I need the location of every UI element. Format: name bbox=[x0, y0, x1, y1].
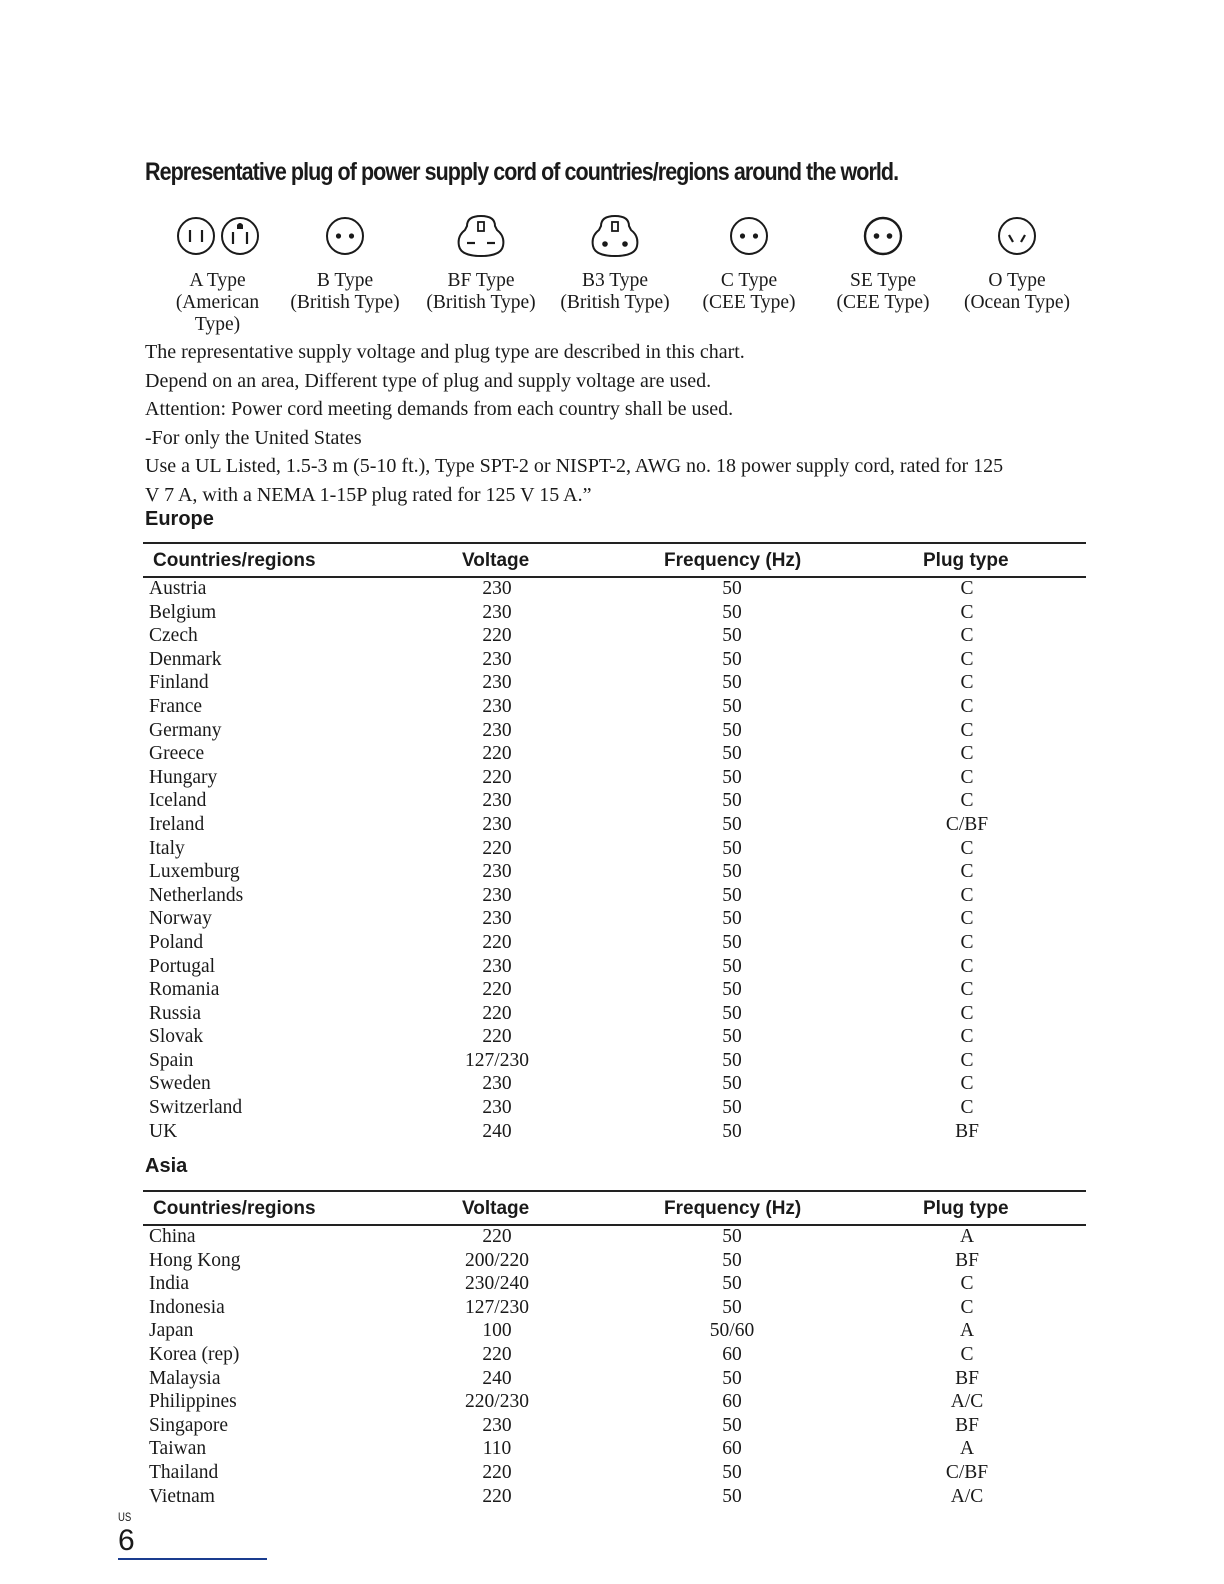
plug-type-cell-text: C bbox=[960, 931, 974, 953]
europe-table bbox=[143, 542, 1086, 1144]
table-header bbox=[143, 542, 1086, 578]
frequency-cell-text: 50 bbox=[722, 1367, 742, 1389]
voltage-cell-text: 127/230 bbox=[465, 1296, 529, 1318]
b-type-plug-icon bbox=[324, 215, 366, 257]
frequency-cell-text: 50 bbox=[722, 931, 742, 953]
country-cell-text: Denmark bbox=[149, 648, 222, 670]
plug-type-bf-caption: BF Type (British Type) bbox=[426, 270, 536, 313]
plug-type-cell-text: C bbox=[960, 625, 974, 647]
voltage-cell-text: 200/220 bbox=[465, 1249, 529, 1271]
voltage-cell-text: 220 bbox=[482, 1226, 512, 1247]
country-cell-text: Taiwan bbox=[149, 1438, 207, 1460]
table-row bbox=[143, 1250, 1086, 1274]
plug-type-b3-caption: B3 Type (British Type) bbox=[560, 270, 670, 313]
table-row bbox=[143, 1121, 1086, 1145]
column-header-plug-type: Plug type bbox=[923, 550, 1009, 571]
plug-type-cell-text: C bbox=[960, 790, 974, 812]
a-type-plug-icons bbox=[150, 210, 285, 262]
voltage-cell-text: 230 bbox=[482, 578, 512, 599]
frequency-cell-text: 50 bbox=[722, 1249, 742, 1271]
country-cell-text: Malaysia bbox=[149, 1367, 221, 1389]
table-row bbox=[143, 1226, 1086, 1250]
plug-type-cell-text: C bbox=[960, 1002, 974, 1024]
plug-type-cell-text: C bbox=[960, 1273, 974, 1295]
frequency-cell-text: 50 bbox=[722, 719, 742, 741]
voltage-cell-text: 240 bbox=[482, 1120, 512, 1142]
plug-type-cell-text: C bbox=[960, 1296, 974, 1318]
column-header-voltage: Voltage bbox=[462, 550, 530, 571]
plug-type-cell-text: A bbox=[959, 1226, 975, 1247]
plug-type-cell-text: C bbox=[960, 766, 974, 788]
plug-type-cell-text: BF bbox=[955, 1249, 979, 1271]
frequency-cell-text: 60 bbox=[722, 1391, 742, 1413]
country-cell-text: Luxemburg bbox=[149, 861, 240, 883]
page-number: 6 bbox=[118, 1524, 135, 1557]
frequency-cell-text: 50 bbox=[722, 1273, 742, 1295]
voltage-cell-text: 110 bbox=[482, 1438, 512, 1460]
country-cell-text: Norway bbox=[149, 908, 212, 930]
voltage-cell-text: 220 bbox=[482, 766, 512, 788]
europe-section-title: Europe bbox=[145, 508, 214, 530]
plug-type-o bbox=[955, 210, 1079, 314]
plug-type-cell-text: C bbox=[960, 955, 974, 977]
column-header-voltage: Voltage bbox=[462, 1198, 530, 1219]
table-row bbox=[143, 1297, 1086, 1321]
page-footer-rule bbox=[118, 1558, 267, 1560]
country-cell-text: Italy bbox=[149, 837, 185, 859]
voltage-cell-text: 230 bbox=[482, 884, 512, 906]
plug-type-cell-text: BF bbox=[955, 1414, 979, 1436]
column-header-frequency: Frequency (Hz) bbox=[664, 550, 802, 571]
frequency-cell-text: 50 bbox=[722, 695, 742, 717]
plug-type-cell-text: C bbox=[960, 1049, 974, 1071]
table-header bbox=[143, 1190, 1086, 1226]
country-cell-text: Spain bbox=[149, 1049, 194, 1071]
voltage-cell-text: 230/240 bbox=[465, 1273, 529, 1295]
table-row bbox=[143, 814, 1086, 838]
country-cell-text: Russia bbox=[149, 1002, 202, 1024]
country-cell-text: Indonesia bbox=[149, 1296, 225, 1318]
country-cell-text: Romania bbox=[149, 979, 220, 1001]
country-cell-text: China bbox=[149, 1226, 196, 1247]
frequency-cell-text: 50 bbox=[722, 884, 742, 906]
voltage-cell-text: 220 bbox=[482, 931, 512, 953]
voltage-cell-text: 230 bbox=[482, 790, 512, 812]
table-row bbox=[143, 1391, 1086, 1415]
plug-type-cell-text: BF bbox=[955, 1120, 979, 1142]
frequency-cell-text: 50 bbox=[722, 908, 742, 930]
frequency-cell-text: 50 bbox=[722, 1026, 742, 1048]
table-row bbox=[143, 672, 1086, 696]
table-row bbox=[143, 1073, 1086, 1097]
frequency-cell-text: 50 bbox=[722, 1073, 742, 1095]
plug-type-cell-text: C bbox=[960, 1026, 974, 1048]
voltage-cell-text: 230 bbox=[482, 1414, 512, 1436]
region-code: US bbox=[118, 1510, 132, 1524]
table-row bbox=[143, 1344, 1086, 1368]
voltage-cell-text: 230 bbox=[482, 648, 512, 670]
frequency-cell-text: 50 bbox=[722, 578, 742, 599]
table-row bbox=[143, 1438, 1086, 1462]
frequency-cell-text: 50 bbox=[722, 790, 742, 812]
asia-section-title: Asia bbox=[145, 1155, 188, 1177]
country-cell-text: Japan bbox=[149, 1320, 194, 1342]
plug-type-c bbox=[687, 210, 811, 314]
country-cell-text: Singapore bbox=[149, 1414, 229, 1436]
country-cell-text: Ireland bbox=[149, 813, 205, 835]
frequency-cell-text: 50 bbox=[722, 1414, 742, 1436]
plug-type-cell-text: C bbox=[960, 648, 974, 670]
frequency-cell-text: 50 bbox=[722, 861, 742, 883]
table-row bbox=[143, 1026, 1086, 1050]
table-row bbox=[143, 1368, 1086, 1392]
c-type-plug-icon bbox=[728, 215, 770, 257]
plug-type-legend bbox=[140, 210, 1090, 340]
frequency-cell-text: 50 bbox=[722, 1120, 742, 1142]
country-cell-text: India bbox=[149, 1273, 190, 1295]
note-line: Use a UL Listed, 1.5-3 m (5-10 ft.), Type SPT-2 or NISPT-2, AWG no. 18 power supply cord, rated for 125 bbox=[145, 455, 1004, 478]
table-row bbox=[143, 861, 1086, 885]
plug-type-o-caption: O Type (Ocean Type) bbox=[963, 270, 1070, 313]
voltage-cell-text: 230 bbox=[482, 1073, 512, 1095]
bf-type-plug-icon bbox=[453, 212, 509, 260]
plug-type-b3 bbox=[553, 210, 677, 314]
table-row bbox=[143, 979, 1086, 1003]
table-row bbox=[143, 602, 1086, 626]
table-row bbox=[143, 1273, 1086, 1297]
country-cell-text: Thailand bbox=[149, 1461, 219, 1483]
plug-type-cell-text: C bbox=[960, 979, 974, 1001]
plug-type-cell-text: C bbox=[960, 695, 974, 717]
voltage-cell-text: 220 bbox=[482, 1461, 512, 1483]
plug-type-c-caption: C Type (CEE Type) bbox=[702, 270, 796, 313]
voltage-cell-text: 230 bbox=[482, 695, 512, 717]
voltage-cell-text: 230 bbox=[482, 672, 512, 694]
note-line: The representative supply voltage and plug type are described in this chart. bbox=[145, 341, 745, 363]
country-cell-text: Portugal bbox=[149, 955, 216, 977]
frequency-cell-text: 50 bbox=[722, 837, 742, 859]
plug-type-cell-text: C/BF bbox=[945, 813, 989, 835]
plug-type-se-caption: SE Type (CEE Type) bbox=[836, 270, 930, 313]
plug-type-b-caption: B Type (British Type) bbox=[290, 270, 400, 313]
plug-type-a-caption: A Type (American Type) bbox=[175, 270, 260, 335]
frequency-cell-text: 50 bbox=[722, 1049, 742, 1071]
voltage-cell-text: 230 bbox=[482, 601, 512, 623]
country-cell-text: Korea (rep) bbox=[149, 1343, 240, 1365]
column-header-plug-type: Plug type bbox=[923, 1198, 1009, 1219]
country-cell-text: Poland bbox=[149, 931, 204, 953]
table-row bbox=[143, 649, 1086, 673]
frequency-cell-text: 50 bbox=[722, 813, 742, 835]
plug-type-cell-text: C bbox=[960, 1073, 974, 1095]
country-cell-text: Hong Kong bbox=[149, 1249, 241, 1271]
table-row bbox=[143, 1415, 1086, 1439]
plug-type-cell-text: A bbox=[959, 1438, 975, 1460]
note-line: Attention: Power cord meeting demands from each country shall be used. bbox=[145, 398, 734, 421]
voltage-cell-text: 230 bbox=[482, 861, 512, 883]
frequency-cell-text: 60 bbox=[722, 1438, 742, 1460]
plug-type-cell-text: A bbox=[959, 1320, 975, 1342]
a-type-grounded-plug-icon bbox=[219, 215, 261, 257]
table-row bbox=[143, 625, 1086, 649]
table-row bbox=[143, 1462, 1086, 1486]
frequency-cell-text: 50 bbox=[722, 1461, 742, 1483]
frequency-cell-text: 50 bbox=[722, 1296, 742, 1318]
country-cell-text: Greece bbox=[149, 743, 205, 765]
voltage-cell-text: 240 bbox=[482, 1367, 512, 1389]
plug-type-cell-text: C bbox=[960, 743, 974, 765]
b3-type-plug-icon bbox=[587, 212, 643, 260]
table-row bbox=[143, 1097, 1086, 1121]
country-cell-text: Sweden bbox=[149, 1073, 211, 1095]
country-cell-text: Germany bbox=[149, 719, 222, 741]
country-cell-text: Switzerland bbox=[149, 1097, 243, 1119]
country-cell-text: Czech bbox=[149, 625, 198, 647]
plug-type-b bbox=[285, 210, 405, 314]
country-cell-text: UK bbox=[149, 1120, 178, 1142]
frequency-cell-text: 50 bbox=[722, 601, 742, 623]
table-row bbox=[143, 885, 1086, 909]
plug-type-cell-text: C bbox=[960, 837, 974, 859]
plug-type-a bbox=[150, 210, 285, 336]
table-row bbox=[143, 578, 1086, 602]
country-cell-text: Hungary bbox=[149, 766, 218, 788]
frequency-cell-text: 50 bbox=[722, 743, 742, 765]
voltage-cell-text: 220 bbox=[482, 1485, 512, 1507]
o-type-plug-icon bbox=[996, 215, 1038, 257]
table-row bbox=[143, 838, 1086, 862]
voltage-cell-text: 220 bbox=[482, 743, 512, 765]
se-type-plug-icon bbox=[862, 215, 904, 257]
frequency-cell-text: 50 bbox=[722, 955, 742, 977]
country-cell-text: Iceland bbox=[149, 790, 207, 812]
plug-type-cell-text: C bbox=[960, 601, 974, 623]
frequency-cell-text: 50 bbox=[722, 625, 742, 647]
voltage-cell-text: 220 bbox=[482, 625, 512, 647]
frequency-cell-text: 50 bbox=[722, 766, 742, 788]
plug-type-cell-text: A/C bbox=[950, 1391, 984, 1413]
table-row bbox=[143, 1050, 1086, 1074]
table-row bbox=[143, 743, 1086, 767]
voltage-cell-text: 220 bbox=[482, 1343, 512, 1365]
table-row bbox=[143, 767, 1086, 791]
plug-type-cell-text: C bbox=[960, 1343, 974, 1365]
frequency-cell-text: 50 bbox=[722, 1485, 742, 1507]
plug-type-cell-text: C bbox=[960, 861, 974, 883]
plug-type-cell-text: C/BF bbox=[945, 1461, 989, 1483]
country-cell-text: Belgium bbox=[149, 601, 217, 623]
a-type-flat-plug-icon bbox=[175, 215, 217, 257]
plug-type-cell-text: A/C bbox=[950, 1485, 984, 1507]
voltage-cell-text: 230 bbox=[482, 1097, 512, 1119]
notes bbox=[145, 338, 1095, 510]
voltage-cell-text: 230 bbox=[482, 719, 512, 741]
voltage-cell-text: 230 bbox=[482, 955, 512, 977]
plug-type-cell-text: C bbox=[960, 884, 974, 906]
voltage-cell-text: 100 bbox=[482, 1320, 512, 1342]
voltage-cell-text: 230 bbox=[482, 908, 512, 930]
frequency-cell-text: 50 bbox=[722, 1002, 742, 1024]
note-line: -For only the United States bbox=[145, 426, 362, 449]
frequency-cell-text: 50 bbox=[722, 1226, 742, 1247]
plug-type-cell-text: C bbox=[960, 578, 974, 599]
country-cell-text: Vietnam bbox=[149, 1485, 215, 1507]
voltage-cell-text: 230 bbox=[482, 813, 512, 835]
country-cell-text: France bbox=[149, 695, 203, 717]
country-cell-text: Finland bbox=[149, 672, 209, 694]
frequency-cell-text: 50 bbox=[722, 648, 742, 670]
frequency-cell-text: 50 bbox=[722, 672, 742, 694]
voltage-cell-text: 220 bbox=[482, 837, 512, 859]
country-cell-text: Netherlands bbox=[149, 884, 244, 906]
column-header-country: Countries/regions bbox=[153, 1198, 316, 1219]
country-cell-text: Philippines bbox=[149, 1391, 237, 1413]
plug-type-cell-text: C bbox=[960, 1097, 974, 1119]
frequency-cell-text: 50 bbox=[722, 1097, 742, 1119]
voltage-cell-text: 127/230 bbox=[465, 1049, 529, 1071]
table-row bbox=[143, 1486, 1086, 1510]
plug-type-bf bbox=[419, 210, 543, 314]
note-line: V 7 A, with a NEMA 1-15P plug rated for 125 V 15 A.” bbox=[145, 483, 592, 506]
voltage-cell-text: 220/230 bbox=[465, 1391, 529, 1413]
frequency-cell-text: 50 bbox=[722, 979, 742, 1001]
table-row bbox=[143, 956, 1086, 980]
page-footer bbox=[118, 1510, 135, 1556]
country-cell-text: Slovak bbox=[149, 1026, 204, 1048]
table-row bbox=[143, 720, 1086, 744]
asia-table bbox=[143, 1190, 1086, 1509]
table-row bbox=[143, 1320, 1086, 1344]
voltage-cell-text: 220 bbox=[482, 1002, 512, 1024]
column-header-frequency: Frequency (Hz) bbox=[664, 1198, 802, 1219]
table-row bbox=[143, 790, 1086, 814]
plug-type-cell-text: C bbox=[960, 908, 974, 930]
table-row bbox=[143, 1003, 1086, 1027]
note-line: Depend on an area, Different type of plug and supply voltage are used. bbox=[145, 369, 712, 392]
page-heading: Representative plug of power supply cord of countries/regions around the world. bbox=[145, 158, 899, 186]
frequency-cell-text: 50/60 bbox=[709, 1320, 755, 1342]
country-cell-text: Austria bbox=[149, 578, 207, 599]
table-row bbox=[143, 932, 1086, 956]
voltage-cell-text: 220 bbox=[482, 979, 512, 1001]
plug-type-cell-text: BF bbox=[955, 1367, 979, 1389]
plug-type-cell-text: C bbox=[960, 672, 974, 694]
table-row bbox=[143, 696, 1086, 720]
voltage-cell-text: 220 bbox=[482, 1026, 512, 1048]
plug-type-cell-text: C bbox=[960, 719, 974, 741]
column-header-country: Countries/regions bbox=[153, 550, 316, 571]
plug-type-se bbox=[821, 210, 945, 314]
table-row bbox=[143, 908, 1086, 932]
frequency-cell-text: 60 bbox=[722, 1343, 742, 1365]
